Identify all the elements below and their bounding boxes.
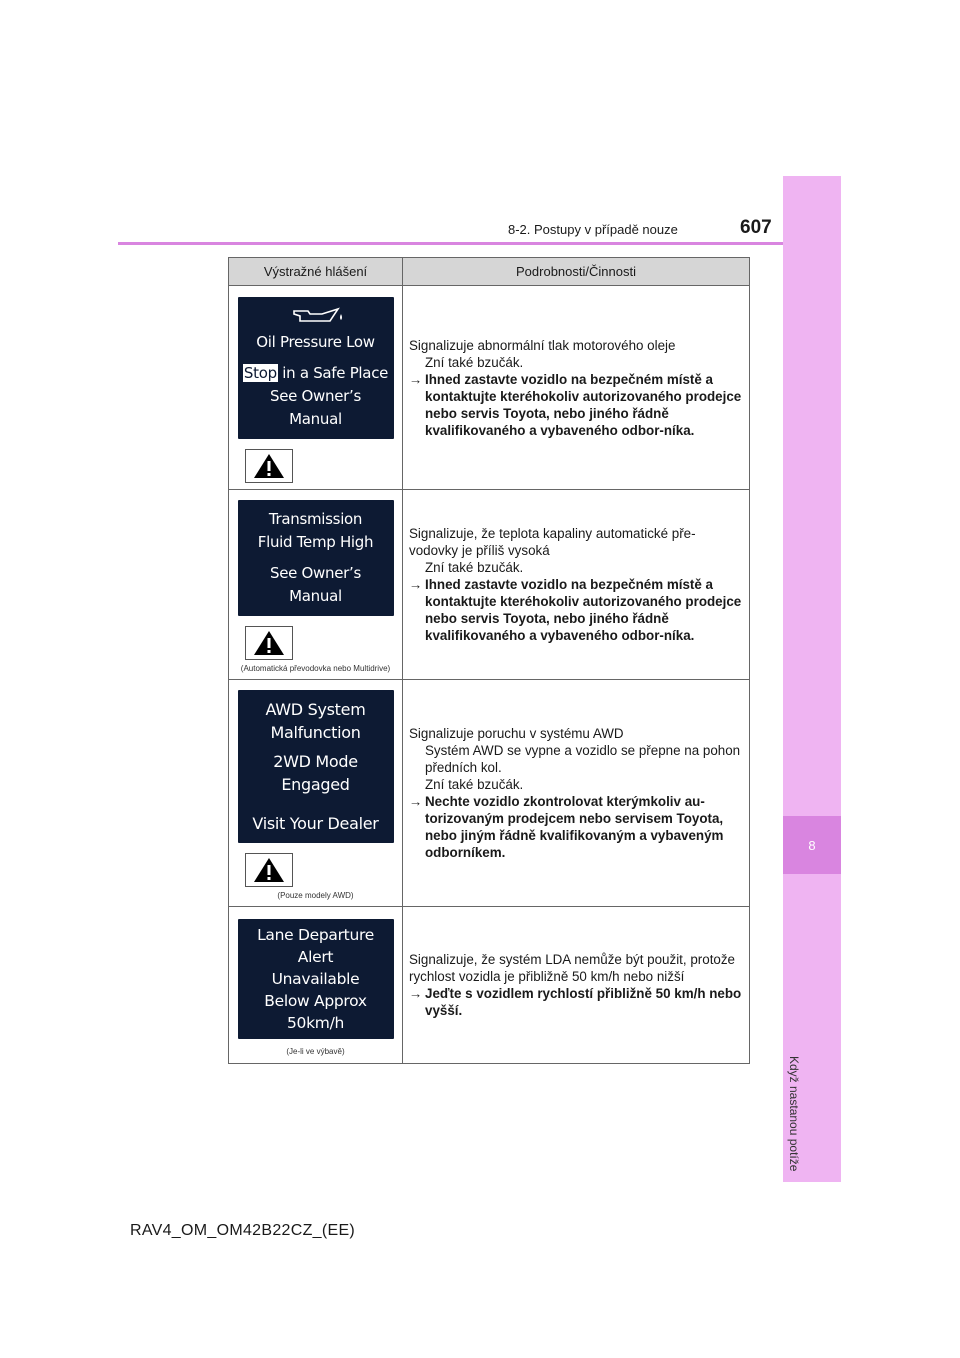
arrow-icon: →	[409, 371, 423, 387]
display-line	[242, 362, 390, 385]
message-cell	[229, 490, 403, 680]
description: Signalizuje abnormální tlak motorového oleje	[409, 337, 676, 353]
chapter-number: 8	[783, 816, 841, 874]
availability-note: (Automatická převodovka nebo Multidrive)	[240, 664, 391, 673]
details-cell	[403, 286, 750, 490]
chapter-label: Když nastanou potíže	[787, 1056, 801, 1172]
display-line: Transmission	[268, 510, 363, 528]
table-row	[229, 286, 750, 490]
action-text: Ihned zastavte vozidlo na bezpečném místě a kontaktujte kteréhokoliv autorizovaného prodejce nebo servis Toyota, nebo jiného řádně kvalifikovaného a vybaveného odbor-níka.	[425, 577, 742, 643]
description: Signalizuje, že teplota kapaliny automatické pře-vodovky je příliš vysoká	[409, 526, 696, 558]
action	[409, 576, 743, 644]
column-header: Výstražné hlášení	[229, 258, 403, 286]
display-line: Below Approx	[264, 991, 367, 1010]
display-message	[238, 919, 394, 1039]
sub-description: Zní také bzučák.	[425, 354, 524, 370]
display-message	[238, 500, 394, 616]
display-line: Visit Your Dealer	[252, 814, 379, 833]
display-line: Lane Departure	[257, 925, 374, 944]
availability-note: (Pouze modely AWD)	[277, 891, 354, 900]
display-line: 2WD Mode	[273, 752, 358, 771]
display-line: Alert	[297, 947, 334, 966]
oil-can-icon	[242, 305, 390, 331]
details-cell	[403, 490, 750, 680]
display-line: Engaged	[281, 775, 350, 794]
display-line-rest: in a Safe Place	[277, 363, 389, 382]
table-row	[229, 907, 750, 1064]
table-row	[229, 680, 750, 907]
display-line: Oil Pressure Low	[256, 332, 375, 351]
arrow-icon: →	[409, 794, 423, 809]
arrow-icon: →	[409, 577, 423, 592]
table-header-row	[229, 258, 750, 286]
display-line: Malfunction	[270, 723, 361, 742]
warning-triangle-icon	[245, 626, 293, 660]
sub-description: Zní také bzučák.	[425, 560, 524, 575]
action-text: Nechte vozidlo zkontrolovat kterýmkoliv au-torizovaným prodejcem nebo servisem Toyota, nebo jiným řádně kvalifikovaným a vybaveným odborníkem.	[425, 794, 724, 860]
warning-messages-table	[228, 257, 750, 1064]
message-cell	[229, 286, 403, 490]
chapter-side-tab	[783, 176, 841, 1182]
section-title: 8-2. Postupy v případě nouze	[508, 222, 678, 237]
action	[409, 371, 743, 439]
description: Signalizuje, že systém LDA nemůže být použit, protože rychlost vozidla je přibližně 50 km/h nebo nižší	[409, 952, 736, 984]
details-cell	[403, 680, 750, 907]
warning-triangle-icon	[245, 853, 293, 887]
message-cell	[229, 907, 403, 1064]
action-text: Ihned zastavte vozidlo na bezpečném místě a kontaktujte kteréhokoliv autorizovaného prodejce nebo servis Toyota, nebo jiného řádně kvalifikovaného a vybaveného odbor-níka.	[425, 371, 742, 438]
details-cell	[403, 907, 750, 1064]
display-boxed-word: Stop	[243, 363, 277, 382]
action	[409, 793, 743, 861]
display-line: See Owner’s Manual	[269, 386, 361, 428]
display-line: 50km/h	[286, 1013, 345, 1032]
availability-note: (Je-li ve výbavě)	[286, 1046, 345, 1056]
display-message	[238, 690, 394, 843]
description: Signalizuje poruchu v systému AWD	[409, 726, 624, 741]
display-line: Unavailable	[271, 969, 360, 988]
column-header: Podrobnosti/Činnosti	[403, 258, 750, 286]
sub-description: Systém AWD se vypne a vozidlo se přepne na pohon předních kol.	[425, 743, 741, 775]
document-code: RAV4_OM_OM42B22CZ_(EE)	[130, 1222, 356, 1239]
action-text: Jeďte s vozidlem rychlostí přibližně 50 km/h nebo vyšší.	[425, 986, 742, 1018]
header-rule	[118, 242, 783, 245]
arrow-icon: →	[409, 986, 423, 1001]
sub-description: Zní také bzučák.	[425, 777, 524, 792]
display-message	[238, 297, 394, 439]
warning-triangle-icon	[245, 449, 293, 483]
display-line: See Owner’s Manual	[269, 564, 361, 605]
display-line: Fluid Temp High	[257, 533, 374, 551]
display-line: AWD System	[265, 700, 366, 719]
page-number: 607	[740, 217, 772, 238]
action	[409, 985, 743, 1019]
table-row	[229, 490, 750, 680]
message-cell	[229, 680, 403, 907]
